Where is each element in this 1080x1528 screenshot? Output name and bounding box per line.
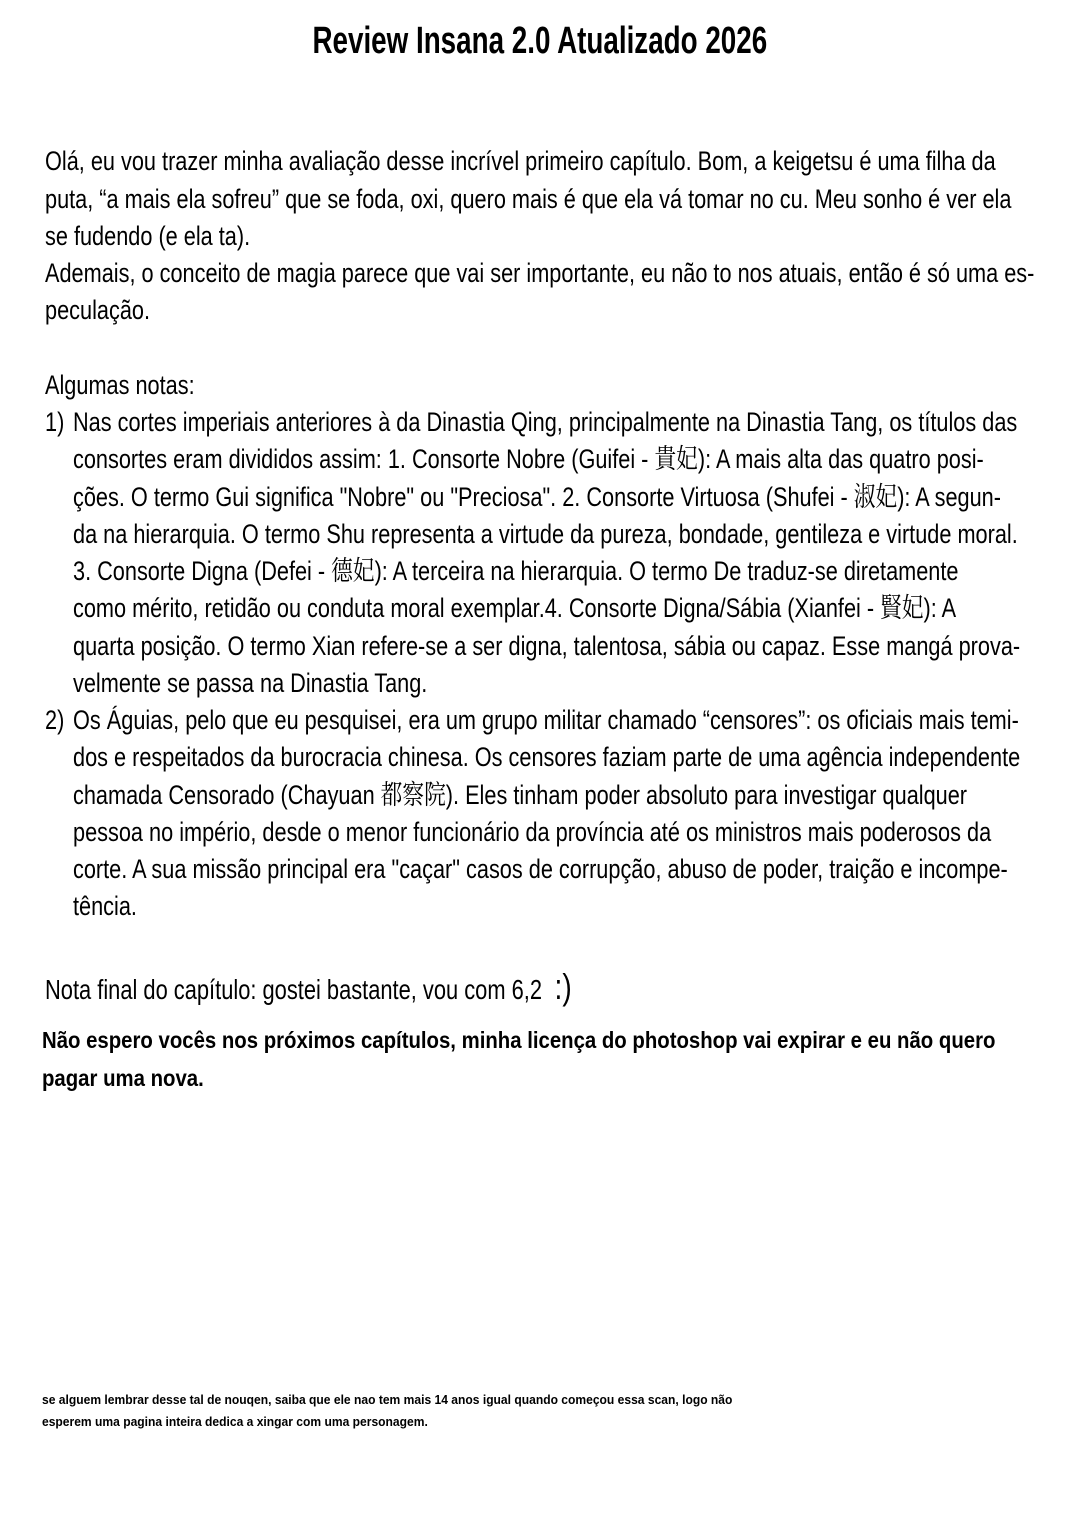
text-row (73, 851, 1045, 888)
text-line: velmente se passa na Dinastia Tang. (73, 667, 428, 698)
text-line: Os Águias, pelo que eu pesquisei, era um grupo militar chamado “censores”: os oficiais mais temi- (73, 705, 1019, 736)
text-row (42, 1411, 785, 1433)
text-line: da na hierarquia. O termo Shu representa a virtude da pureza, bondade, gentileza e virtude moral. (73, 518, 1018, 549)
text-line: chamada Censorado (Chayuan 都察院). Eles tinham poder absoluto para investigar qualquer (73, 779, 968, 810)
intro-paragraph-2 (45, 255, 1045, 330)
paragraph-spacer (45, 330, 1045, 367)
text-row (73, 739, 1045, 776)
text-line: Olá, eu vou trazer minha avaliação desse incrível primeiro capítulo. Bom, a keigetsu é uma filha da (45, 146, 996, 177)
text-line: ções. O termo Gui significa "Nobre" ou "Preciosa". 2. Consorte Virtuosa (Shufei - 淑妃): A segun- (73, 481, 1001, 512)
page-title-block (0, 20, 1080, 62)
note-marker: 2) (45, 705, 65, 736)
text-row (42, 1059, 1080, 1097)
footer-note (42, 1389, 785, 1433)
text-line: 3. Consorte Digna (Defei - 德妃): A terceira na hierarquia. O termo De traduz-se diretamente (73, 556, 959, 587)
text-row (73, 404, 1045, 441)
smiley-emoticon: :) (554, 966, 572, 1007)
text-line: se fudendo (e ela ta). (45, 220, 251, 251)
text-row (73, 441, 1045, 478)
text-line: corte. A sua missão principal era "caçar" casos de corrupção, abuso de poder, traição e incompe- (73, 854, 1008, 885)
review-body (45, 143, 1045, 925)
text-line: pessoa no império, desde o menor funcionário da província até os ministros mais poderosos da (73, 816, 992, 847)
text-line: pagar uma nova. (42, 1065, 204, 1091)
text-line: Ademais, o conceito de magia parece que vai ser importante, eu não to nos atuais, então é só uma es- (45, 258, 1035, 289)
text-row (73, 702, 1045, 739)
text-line: peculação. (45, 295, 150, 326)
text-line: puta, “a mais ela sofreu” que se foda, oxi, quero mais é que ela vá tomar no cu. Meu sonho é ver ela (45, 183, 1012, 214)
text-row (45, 218, 1045, 255)
note-item (45, 404, 1045, 702)
text-row (45, 255, 1045, 292)
text-line: Não espero vocês nos próximos capítulos, minha licença do photoshop vai expirar e eu não quero (42, 1027, 996, 1053)
text-row (73, 777, 1045, 814)
note-item (45, 702, 1045, 926)
text-line: como mérito, retidão ou conduta moral exemplar.4. Consorte Digna/Sábia (Xianfei - 賢妃): A (73, 593, 957, 624)
text-row (42, 1021, 1080, 1059)
notes-heading-row (45, 367, 1045, 404)
text-row (45, 292, 1045, 329)
text-row (42, 1389, 785, 1411)
text-row (73, 553, 1045, 590)
final-note (45, 966, 720, 1008)
final-note-text: Nota final do capítulo: gostei bastante, vou com 6,2 (45, 974, 543, 1005)
text-line: esperem uma pagina inteira dedica a xingar com uma personagem. (42, 1414, 428, 1429)
text-line: consortes eram divididos assim: 1. Consorte Nobre (Guifei - 貴妃): A mais alta das quatro posi- (73, 444, 984, 475)
text-row (73, 665, 1045, 702)
text-line: se alguem lembrar desse tal de nouqen, saiba que ele nao tem mais 14 anos igual quando começou essa scan, logo não (42, 1392, 733, 1407)
text-line: Nas cortes imperiais anteriores à da Dinastia Qing, principalmente na Dinastia Tang, os títulos das (73, 407, 1018, 438)
text-row (73, 590, 1045, 627)
text-row (73, 516, 1045, 553)
note-text (73, 702, 1045, 926)
text-line: tência. (73, 891, 137, 922)
text-row (73, 814, 1045, 851)
text-row (45, 143, 1045, 180)
note-text (73, 404, 1045, 702)
final-note-line (45, 966, 572, 1011)
note-marker: 1) (45, 407, 65, 438)
announcement-paragraph (42, 1021, 1080, 1097)
text-row (73, 888, 1045, 925)
text-line: quarta posição. O termo Xian refere-se a ser digna, talentosa, sábia ou capaz. Esse mangá prova- (73, 630, 1021, 661)
notes-list (45, 404, 1045, 926)
notes-heading: Algumas notas: (45, 369, 195, 400)
text-row (73, 628, 1045, 665)
text-line: dos e respeitados da burocracia chinesa. Os censores faziam parte de uma agência independente (73, 742, 1021, 773)
page-title: Review Insana 2.0 Atualizado 2026 (312, 20, 768, 62)
intro-paragraph-1 (45, 143, 1045, 255)
text-row (73, 479, 1045, 516)
text-row (45, 181, 1045, 218)
